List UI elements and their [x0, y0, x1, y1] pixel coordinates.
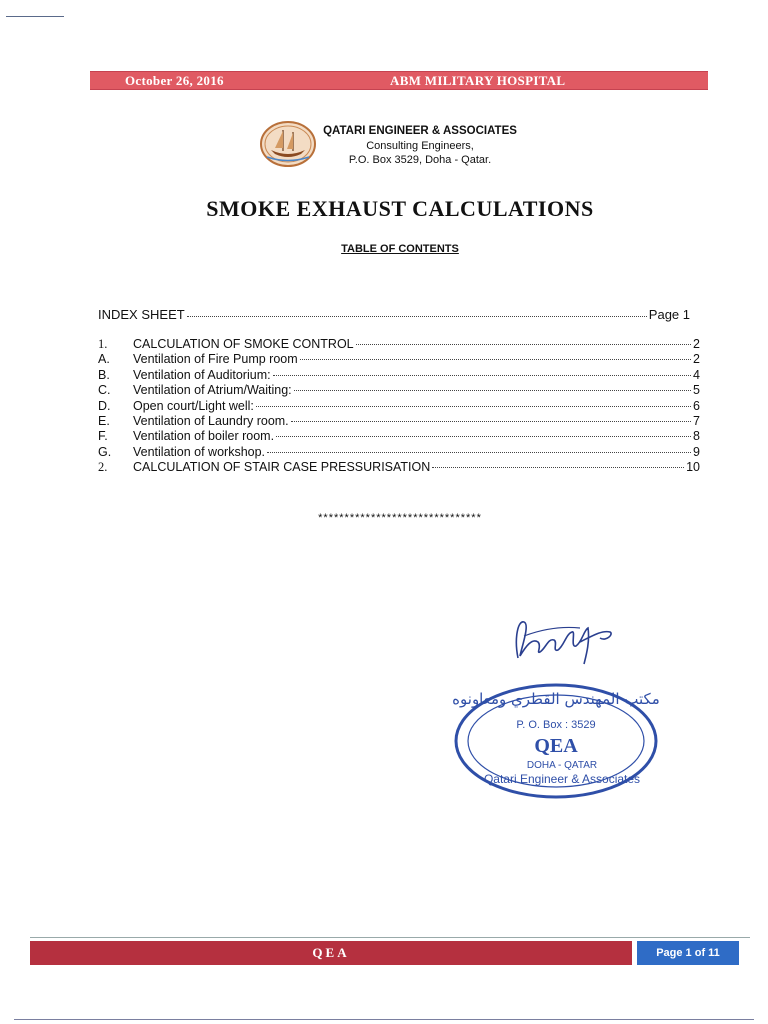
index-sheet-row	[98, 307, 690, 322]
toc-page: 4	[693, 367, 700, 382]
corner-scan-mark	[6, 16, 64, 17]
toc-page: 8	[693, 429, 700, 444]
toc-row	[98, 352, 700, 367]
index-label: INDEX SHEET	[98, 307, 185, 322]
toc-page: 2	[693, 352, 700, 367]
toc-num: A.	[98, 352, 110, 367]
toc-num: B.	[98, 367, 110, 382]
leader-dots	[291, 421, 691, 422]
leader-dots	[187, 316, 647, 317]
stamp-city: DOHA - QATAR	[526, 760, 598, 771]
signature-icon	[510, 608, 620, 668]
bottom-rule	[14, 1019, 754, 1020]
dhow-boat-logo-icon	[259, 120, 317, 168]
leader-dots	[300, 359, 691, 360]
toc-label: Ventilation of workshop.	[133, 444, 266, 459]
toc-page: 9	[693, 444, 700, 459]
footer-rule	[30, 937, 750, 938]
toc-num: G.	[98, 444, 112, 459]
toc-row	[98, 445, 700, 460]
toc-num: D.	[98, 398, 111, 413]
toc-label: Open court/Light well:	[133, 398, 254, 413]
toc-page: 10	[686, 460, 700, 475]
leader-dots	[256, 406, 691, 407]
footer-label: QEA	[312, 945, 350, 960]
toc-row	[98, 460, 700, 475]
toc-num: C.	[98, 383, 111, 398]
company-name: QATARI ENGINEER & ASSOCIATES	[323, 125, 517, 137]
toc-label: Ventilation of Fire Pump room	[133, 352, 298, 367]
company-block	[320, 124, 520, 167]
leader-dots	[356, 344, 691, 345]
toc-page: 2	[693, 337, 700, 351]
company-line2: P.O. Box 3529, Doha - Qatar.	[348, 154, 492, 166]
toc-row	[98, 414, 700, 429]
footer-page-number: Page 1 of 11	[656, 947, 720, 959]
leader-dots	[267, 452, 691, 453]
toc-heading: TABLE OF CONTENTS	[341, 243, 459, 255]
toc-num: E.	[98, 413, 110, 428]
footer-bar	[30, 941, 632, 965]
toc-num: 1.	[98, 337, 108, 351]
toc-page: 5	[693, 383, 700, 398]
leader-dots	[273, 375, 691, 376]
toc-row	[98, 399, 700, 414]
toc-row	[98, 383, 700, 398]
header-date: October 26, 2016	[125, 73, 224, 88]
toc-label: Ventilation of Laundry room.	[133, 413, 289, 428]
separator-stars: *******************************	[318, 512, 482, 524]
toc-list	[98, 337, 700, 476]
stamp-abbr: QEA	[534, 735, 578, 757]
toc-label: Ventilation of Atrium/Waiting:	[133, 383, 292, 398]
toc-label: CALCULATION OF SMOKE CONTROL	[133, 337, 354, 351]
toc-row	[98, 368, 700, 383]
toc-row	[98, 337, 700, 352]
header-band	[90, 71, 708, 90]
toc-label: CALCULATION OF STAIR CASE PRESSURISATION	[133, 460, 431, 475]
toc-num: 2.	[98, 460, 108, 475]
document-title: SMOKE EXHAUST CALCULATIONS	[206, 196, 594, 221]
header-project: ABM MILITARY HOSPITAL	[390, 73, 566, 88]
stamp-arabic: مكتب المهندس القطري ومعاونوه	[452, 690, 660, 708]
stamp-name: Qatari Engineer & Associates	[483, 772, 641, 786]
leader-dots	[432, 467, 684, 468]
index-page: Page 1	[648, 307, 690, 322]
company-seal-stamp	[452, 680, 662, 802]
company-line1: Consulting Engineers,	[366, 140, 474, 152]
leader-dots	[276, 436, 691, 437]
toc-label: Ventilation of Auditorium:	[133, 367, 271, 382]
toc-page: 6	[693, 398, 700, 413]
toc-num: F.	[98, 429, 108, 444]
stamp-pobox: P. O. Box : 3529	[516, 719, 596, 731]
leader-dots	[294, 390, 691, 391]
footer-page-box	[637, 941, 739, 965]
toc-label: Ventilation of boiler room.	[133, 429, 275, 444]
toc-page: 7	[693, 413, 700, 428]
toc-row	[98, 429, 700, 444]
